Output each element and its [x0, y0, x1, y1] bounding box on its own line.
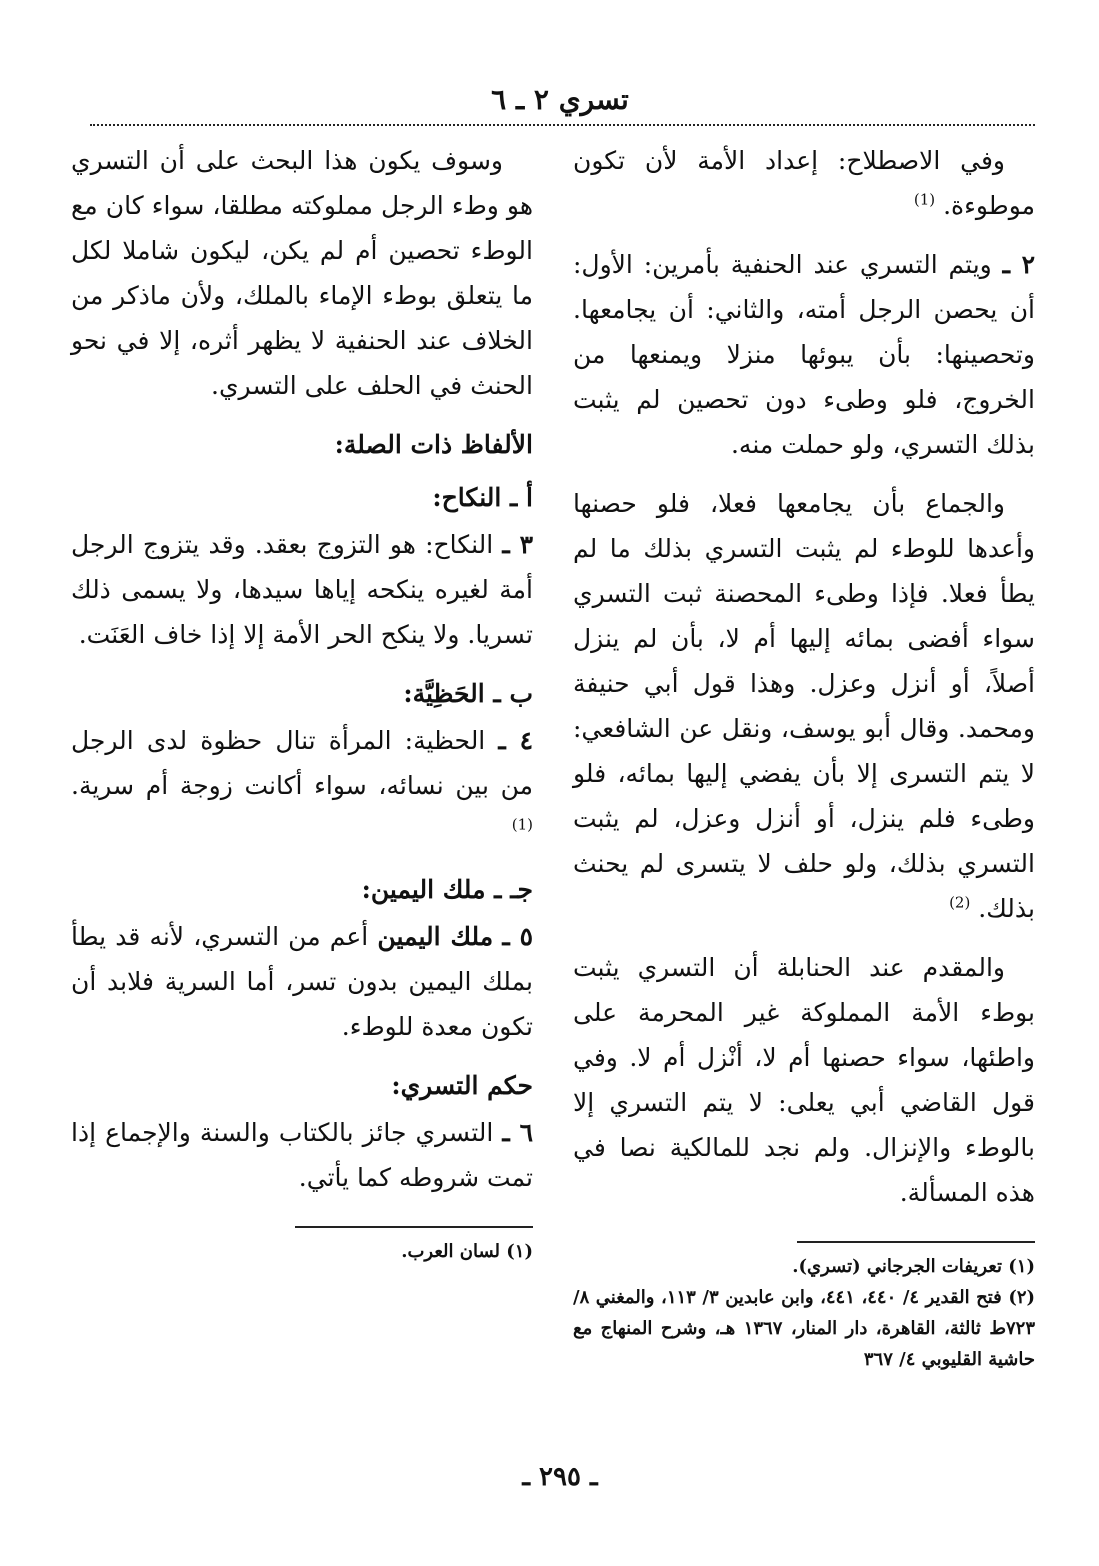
- paragraph-number-5: ٥ ـ: [502, 922, 534, 951]
- footnote-right-2: (٢) فتح القدير ٤/ ٤٤٠، ٤٤١، وابن عابدين ٣/ ١١٣، والمغني ٨/ ٧٢٣ط ثالثة، القاهرة، دار المنار، ١٣٦٧ هـ، وشرح المنهاج مع حاشية القليوبي ٤/ ٣٦٧: [573, 1287, 1036, 1370]
- paragraph-2-text: ويتم التسري عند الحنفية بأمرين: الأول: أن يحصن الرجل أمته، والثاني: أن يجامعها. وتحصينها: بأن يبوئها منزلا ويمنعها من الخروج، فلو وطىء دون تحصين لم يثبت بذلك التسري، ولو حملت منه.: [573, 250, 1035, 459]
- scope-paragraph: [71, 138, 533, 408]
- footnote-separator-left: [295, 1226, 533, 1228]
- footnote-right-1: (١) تعريفات الجرجاني (تسري).: [792, 1256, 1035, 1277]
- paragraph-6: [71, 1110, 533, 1200]
- footnote-separator-right: [797, 1241, 1035, 1243]
- footnote-ref-left-1: (1): [511, 815, 533, 834]
- paragraph-number-3: ٣ ـ: [502, 530, 533, 559]
- footnote-ref-1: (1): [913, 190, 936, 209]
- paragraph-hanabila: [573, 945, 1035, 1215]
- subheading-nikah: أ ـ النكاح:: [432, 483, 533, 512]
- paragraph-3-text: النكاح: هو التزوج بعقد. وقد يتزوج الرجل أمة لغيره ينكحه إياها سيدها، ولا يسمى ذلك تسريا. ولا ينكح الحر الأمة إلا إذا خاف العَنَت.: [71, 530, 533, 649]
- subheading-hadhiyya: ب ـ الحَظِيَّة:: [403, 679, 533, 708]
- paragraph-4-text: الحظية: المرأة تنال حظوة لدى الرجل من بين نسائه، سواء أكانت زوجة أم سرية.: [71, 726, 533, 800]
- paragraph-6-text: التسري جائز بالكتاب والسنة والإجماع إذا تمت شروطه كما يأتي.: [71, 1118, 533, 1192]
- right-column: [573, 138, 1035, 1375]
- definition-text: وفي الاصطلاح: إعداد الأمة لأن تكون موطوءة.: [573, 146, 1035, 220]
- paragraph-5-text: أعم من التسري، لأنه قد يطأ بملك اليمين بدون تسر، أما السرية فلابد أن تكون معدة للوطء.: [71, 922, 533, 1041]
- paragraph-number-2: ٢ ـ: [1002, 250, 1036, 279]
- footnote-left-1: (١) لسان العرب.: [401, 1241, 533, 1262]
- page-number: ـ ٢٩٥ ـ: [522, 1462, 598, 1492]
- section-heading-ruling: حكم التسري:: [391, 1071, 533, 1100]
- paragraph-5: [71, 914, 533, 1049]
- definition-paragraph: [573, 138, 1035, 228]
- left-column: [71, 138, 533, 1267]
- paragraph-5-term: ملك اليمين: [377, 922, 494, 951]
- footnote-ref-2: (2): [949, 893, 971, 912]
- paragraph-2: [573, 242, 1035, 467]
- paragraph-4: [71, 718, 533, 853]
- subheading-milk-yamin: جـ ـ ملك اليمين:: [361, 875, 533, 904]
- paragraph-3: [71, 522, 533, 657]
- paragraph-number-6: ٦ ـ: [502, 1118, 534, 1147]
- running-header: تسري ٢ ـ ٦: [491, 83, 629, 116]
- paragraph-number-4: ٤ ـ: [498, 726, 533, 755]
- paragraph-hanabila-text: والمقدم عند الحنابلة أن التسري يثبت بوطء الأمة المملوكة غير المحرمة على واطئها، سواء حصنها أم لا، أنْزل أم لا. وفي قول القاضي أبي يعلى: لا يتم التسري إلا بالوطء والإنزال. ولم نجد للمالكية نصا في هذه المسألة.: [573, 953, 1035, 1207]
- header-dotted-rule: [90, 124, 1035, 126]
- scope-paragraph-text: وسوف يكون هذا البحث على أن التسري هو وطء الرجل مملوكته مطلقا، سواء كان مع الوطء تحصين أم لم يكن، ليكون شاملا لكل ما يتعلق بوطء الإماء بالملك، ولأن ماذكر من الخلاف عند الحنفية لا يظهر أثره، إلا في نحو الحنث في الحلف على التسري.: [71, 146, 533, 400]
- paragraph-jimaa-text: والجماع بأن يجامعها فعلا، فلو حصنها وأعدها للوطء لم يثبت التسري بذلك ما لم يطأ فعلا. فإذا وطىء المحصنة ثبت التسري سواء أفضى بمائه إليها أم لا، بأن لم ينزل أصلاً، أو أنزل وعزل. وهذا قول أبي حنيفة ومحمد. وقال أبو يوسف، ونقل عن الشافعي: لا يتم التسرى إلا بأن يفضي إليها بمائه، فلو وطىء فلم ينزل، أو أنزل وعزل، لم يثبت التسري بذلك، ولو حلف لا يتسرى لم يحنث بذلك.: [573, 489, 1035, 923]
- section-heading-related-terms: الألفاظ ذات الصلة:: [334, 430, 533, 459]
- paragraph-jimaa: [573, 481, 1035, 931]
